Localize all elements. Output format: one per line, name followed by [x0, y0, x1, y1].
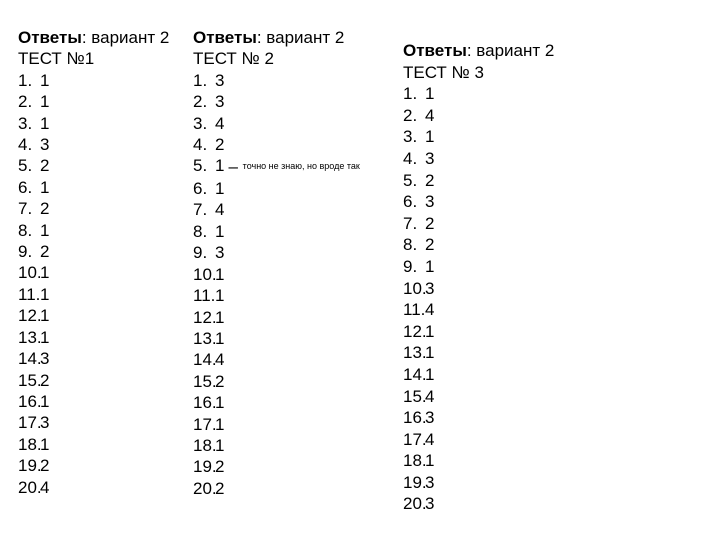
answer-value: 1	[215, 393, 225, 413]
question-number: 18.	[18, 434, 42, 454]
question-number: 8.	[403, 235, 418, 255]
answer-row	[18, 198, 169, 219]
answer-row	[18, 155, 169, 176]
answer-row	[18, 370, 169, 391]
answer-row	[193, 285, 360, 306]
answer-value: 1	[425, 364, 435, 384]
question-number: 18.	[403, 451, 427, 471]
answer-value: 4	[425, 429, 435, 449]
question-number: 16.	[403, 408, 427, 428]
answer-note	[228, 156, 359, 178]
question-number: 14.	[403, 364, 427, 384]
answer-value: 1	[40, 70, 50, 90]
answer-value: 2	[215, 371, 225, 391]
question-number: 3.	[193, 113, 208, 133]
answer-row	[403, 213, 554, 235]
question-number: 4.	[18, 135, 33, 155]
answer-value: 2	[425, 235, 435, 255]
answer-list	[18, 70, 169, 498]
note-text: точно не знаю, но вроде так	[242, 160, 360, 171]
answer-row	[193, 113, 360, 134]
answer-value: 1	[425, 321, 435, 341]
answer-row	[18, 70, 169, 91]
answer-value: 4	[215, 113, 225, 133]
answer-row	[18, 477, 169, 498]
answer-row	[18, 305, 169, 326]
answer-row	[403, 342, 554, 364]
question-number: 7.	[18, 199, 33, 219]
question-number: 3.	[403, 127, 418, 147]
answer-row	[18, 284, 169, 305]
answer-list	[403, 83, 554, 515]
answer-row	[403, 278, 554, 300]
question-number: 7.	[193, 200, 208, 220]
question-number: 19.	[18, 456, 42, 476]
answer-value: 3	[40, 135, 50, 155]
answer-value: 1	[215, 264, 225, 284]
question-number: 5.	[403, 170, 418, 190]
answer-value: 1	[215, 156, 225, 176]
question-number: 20.	[18, 477, 42, 497]
answer-value: 1	[425, 256, 435, 276]
answer-value: 1	[215, 435, 225, 455]
answer-value: 4	[425, 386, 435, 406]
column-heading	[193, 27, 360, 48]
answer-value: 1	[215, 179, 225, 199]
answer-row	[403, 472, 554, 494]
answer-row	[18, 220, 169, 241]
question-number: 10.	[403, 278, 427, 298]
answer-value: 3	[215, 70, 225, 90]
question-number: 8.	[18, 220, 33, 240]
question-number: 16.	[193, 393, 217, 413]
answer-row	[403, 234, 554, 256]
answer-row	[403, 364, 554, 386]
question-number: 14.	[18, 349, 42, 369]
answers-column-test-3	[403, 40, 554, 515]
answer-row	[193, 70, 360, 91]
question-number: 15.	[403, 386, 427, 406]
question-number: 1.	[193, 70, 208, 90]
answer-row	[403, 126, 554, 148]
answer-row	[403, 83, 554, 105]
question-number: 9.	[18, 242, 33, 262]
test-title: ТЕСТ № 2	[193, 49, 274, 69]
answer-row	[18, 241, 169, 262]
answer-value: 4	[40, 477, 50, 497]
question-number: 16.	[18, 391, 42, 411]
question-number: 5.	[193, 156, 208, 176]
answer-row	[193, 221, 360, 242]
question-number: 7.	[403, 213, 418, 233]
answer-row	[403, 493, 554, 515]
answer-row	[18, 262, 169, 283]
question-number: 1.	[18, 70, 33, 90]
answer-row	[403, 321, 554, 343]
question-number: 14.	[193, 350, 217, 370]
answer-value: 3	[425, 472, 435, 492]
answer-row	[403, 148, 554, 170]
answer-list	[193, 70, 360, 499]
answer-row	[193, 435, 360, 456]
question-number: 17.	[403, 429, 427, 449]
answer-row	[193, 371, 360, 392]
answer-value: 1	[425, 343, 435, 363]
answer-value: 4	[425, 300, 435, 320]
question-number: 6.	[18, 177, 33, 197]
question-number: 18.	[193, 435, 217, 455]
answer-value: 3	[425, 494, 435, 514]
answer-value: 2	[40, 456, 50, 476]
answer-row	[403, 170, 554, 192]
answer-row	[18, 134, 169, 155]
heading-bold: Ответы	[18, 28, 82, 47]
test-title: ТЕСТ №1	[18, 49, 95, 69]
answers-column-test-1	[18, 27, 169, 498]
answer-row	[18, 91, 169, 112]
answer-row	[193, 178, 360, 199]
question-number: 4.	[193, 135, 208, 155]
question-number: 5.	[18, 156, 33, 176]
note-dash: –	[228, 156, 238, 176]
answer-row	[193, 328, 360, 349]
answer-value: 2	[40, 242, 50, 262]
answer-row	[403, 256, 554, 278]
question-number: 19.	[193, 457, 217, 477]
answer-row	[18, 391, 169, 412]
answer-value: 1	[40, 391, 50, 411]
answer-row	[193, 91, 360, 112]
question-number: 1.	[403, 84, 418, 104]
column-heading	[403, 40, 554, 62]
heading-rest: : вариант 2	[256, 28, 345, 47]
answer-row	[18, 327, 169, 348]
answer-row	[18, 177, 169, 198]
answer-row	[403, 386, 554, 408]
answer-value: 1	[40, 434, 50, 454]
question-number: 11.	[403, 300, 426, 320]
answer-value: 3	[425, 278, 435, 298]
question-number: 10.	[193, 264, 217, 284]
question-number: 6.	[193, 179, 208, 199]
question-number: 9.	[193, 243, 208, 263]
answer-row	[193, 134, 360, 155]
answer-value: 1	[425, 127, 435, 147]
question-number: 15.	[18, 370, 42, 390]
answer-value: 1	[40, 113, 50, 133]
question-number: 2.	[18, 92, 33, 112]
answer-value: 3	[425, 148, 435, 168]
answer-value: 1	[215, 414, 225, 434]
answer-value: 4	[215, 200, 225, 220]
answer-row	[403, 450, 554, 472]
answer-row	[403, 429, 554, 451]
answer-row	[193, 478, 360, 499]
answer-value: 2	[40, 370, 50, 390]
answer-value: 2	[425, 170, 435, 190]
answer-value: 3	[425, 408, 435, 428]
answer-value: 3	[40, 413, 50, 433]
answer-value: 1	[40, 263, 50, 283]
answer-row	[193, 155, 360, 178]
answer-value: 1	[425, 451, 435, 471]
heading-rest: : вариант 2	[81, 28, 170, 47]
test-title: ТЕСТ № 3	[403, 62, 484, 82]
question-number: 10.	[18, 263, 42, 283]
answer-value: 4	[425, 105, 435, 125]
heading-bold: Ответы	[193, 28, 257, 47]
answer-value: 1	[40, 306, 50, 326]
answer-value: 1	[215, 286, 225, 306]
answer-row	[403, 299, 554, 321]
answer-row	[193, 349, 360, 370]
question-number: 9.	[403, 256, 418, 276]
answer-value: 3	[40, 349, 50, 369]
answer-value: 1	[40, 177, 50, 197]
answer-row	[193, 199, 360, 220]
answer-value: 1	[40, 327, 50, 347]
answer-value: 3	[215, 92, 225, 112]
answer-value: 3	[425, 192, 435, 212]
answer-row	[403, 105, 554, 127]
question-number: 19.	[403, 472, 427, 492]
answer-value: 4	[215, 350, 225, 370]
answer-row	[18, 434, 169, 455]
question-number: 13.	[193, 328, 217, 348]
answer-value: 1	[40, 92, 50, 112]
question-number: 2.	[403, 105, 418, 125]
question-number: 2.	[193, 92, 208, 112]
answer-row	[193, 242, 360, 263]
answer-value: 2	[40, 156, 50, 176]
question-number: 11.	[193, 286, 216, 306]
question-number: 3.	[18, 113, 33, 133]
answer-value: 3	[215, 243, 225, 263]
question-number: 12.	[18, 306, 42, 326]
answer-value: 1	[40, 220, 50, 240]
answer-row	[18, 412, 169, 433]
question-number: 17.	[18, 413, 42, 433]
answer-row	[18, 348, 169, 369]
answer-value: 1	[425, 84, 435, 104]
question-number: 20.	[193, 478, 217, 498]
answers-column-test-2	[193, 27, 360, 499]
answer-value: 1	[40, 284, 50, 304]
answer-value: 2	[425, 213, 435, 233]
question-number: 8.	[193, 221, 208, 241]
question-number: 15.	[193, 371, 217, 391]
answer-value: 2	[215, 478, 225, 498]
question-number: 6.	[403, 192, 418, 212]
answer-value: 1	[215, 328, 225, 348]
question-number: 11.	[18, 284, 41, 304]
question-number: 13.	[18, 327, 42, 347]
question-number: 20.	[403, 494, 427, 514]
answer-row	[18, 113, 169, 134]
answer-row	[403, 191, 554, 213]
answer-row	[193, 456, 360, 477]
answer-value: 2	[215, 457, 225, 477]
question-number: 4.	[403, 148, 418, 168]
answer-row	[18, 455, 169, 476]
question-number: 17.	[193, 414, 217, 434]
answer-value: 2	[215, 135, 225, 155]
answer-value: 1	[215, 307, 225, 327]
answer-row	[193, 392, 360, 413]
question-number: 12.	[193, 307, 217, 327]
answer-value: 2	[40, 199, 50, 219]
answer-value: 1	[215, 221, 225, 241]
answer-row	[193, 307, 360, 328]
answer-row	[403, 407, 554, 429]
column-heading	[18, 27, 169, 48]
question-number: 12.	[403, 321, 427, 341]
answer-row	[193, 414, 360, 435]
question-number: 13.	[403, 343, 427, 363]
answer-row	[193, 264, 360, 285]
heading-bold: Ответы	[403, 41, 467, 60]
heading-rest: : вариант 2	[466, 41, 555, 60]
